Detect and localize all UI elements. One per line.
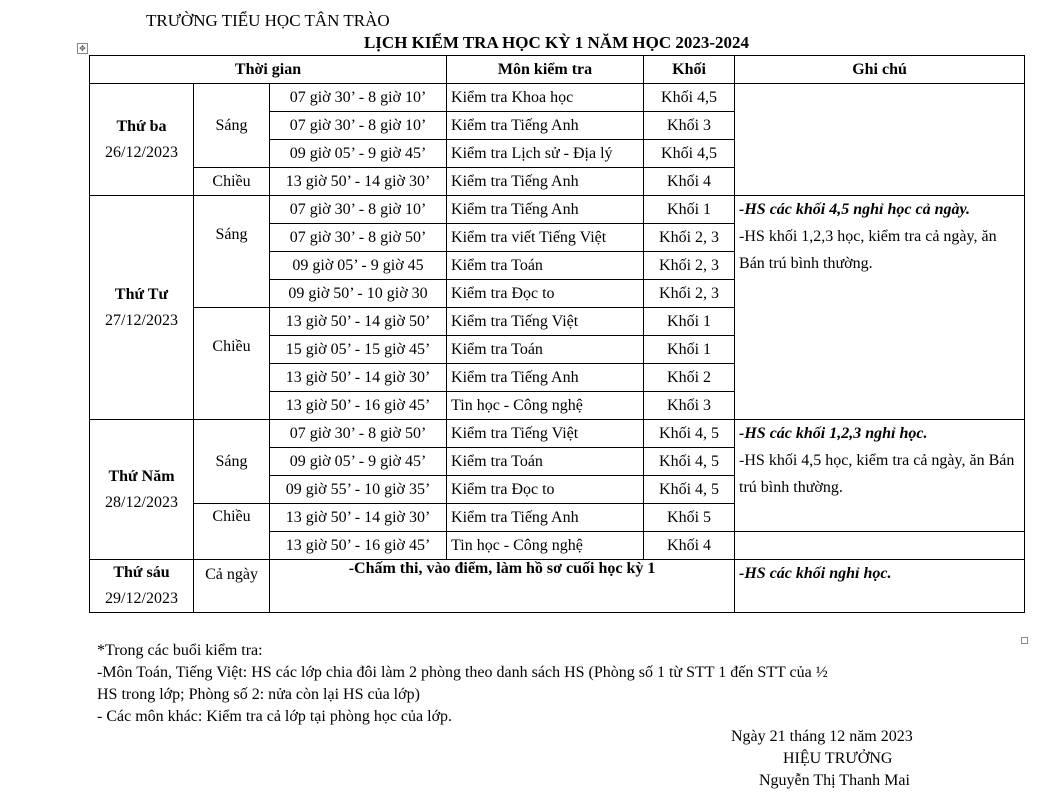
session-cell: Chiều — [194, 308, 270, 420]
time-cell: 07 giờ 30’ - 8 giờ 10’ — [270, 84, 447, 112]
day-name: Thứ Năm — [108, 467, 175, 485]
time-cell: 13 giờ 50’ - 14 giờ 30’ — [270, 504, 447, 532]
day-cell — [90, 196, 194, 420]
grade-cell: Khối 4,5 — [644, 84, 735, 112]
day-cell — [90, 560, 194, 613]
time-cell: 07 giờ 30’ - 8 giờ 10’ — [270, 112, 447, 140]
grade-cell: Khối 4, 5 — [644, 420, 735, 448]
time-cell: 07 giờ 30’ - 8 giờ 50’ — [270, 224, 447, 252]
grade-cell: Khối 2, 3 — [644, 252, 735, 280]
day-name: Thứ Tư — [114, 285, 169, 303]
subject-cell: Tin học - Công nghệ — [447, 532, 644, 560]
header-subject: Môn kiểm tra — [447, 56, 644, 84]
subject-cell: Kiểm tra Toán — [447, 336, 644, 364]
time-cell: 09 giờ 05’ - 9 giờ 45’ — [270, 448, 447, 476]
session-cell: Chiều — [194, 168, 270, 196]
header-time: Thời gian — [90, 56, 447, 84]
time-cell: 09 giờ 55’ - 10 giờ 35’ — [270, 476, 447, 504]
session-cell: Cả ngày — [194, 560, 270, 613]
signature-date: Ngày 21 tháng 12 năm 2023 — [731, 728, 913, 745]
session-cell: Chiều — [194, 504, 270, 560]
activity-cell: -Chấm thi, vào điểm, làm hồ sơ cuối học kỳ 1 — [270, 560, 735, 613]
time-cell: 09 giờ 05’ - 9 giờ 45’ — [270, 140, 447, 168]
table-row — [90, 196, 1025, 224]
grade-cell: Khối 1 — [644, 308, 735, 336]
subject-cell: Kiểm tra Tiếng Việt — [447, 308, 644, 336]
signature-block — [731, 726, 913, 792]
subject-cell: Tin học - Công nghệ — [447, 392, 644, 420]
subject-cell: Kiểm tra Toán — [447, 252, 644, 280]
grade-cell: Khối 5 — [644, 504, 735, 532]
day-date: 26/12/2023 — [105, 143, 178, 161]
table-move-handle-icon[interactable]: ✥ — [77, 43, 88, 54]
footer-notes — [97, 640, 828, 728]
day-cell — [90, 420, 194, 560]
grade-cell: Khối 4, 5 — [644, 448, 735, 476]
time-cell: 09 giờ 05’ - 9 giờ 45 — [270, 252, 447, 280]
subject-cell: Kiểm tra Tiếng Anh — [447, 112, 644, 140]
signature-name: Nguyễn Thị Thanh Mai — [759, 772, 910, 789]
footer-line: -Môn Toán, Tiếng Việt: HS các lớp chia đôi làm 2 phòng theo danh sách HS (Phòng số 1 từ STT 1 đến STT của ½ — [97, 664, 828, 681]
note-bold: -HS các khối 4,5 nghỉ học cả ngày. — [739, 201, 970, 218]
subject-cell: Kiểm tra Khoa học — [447, 84, 644, 112]
grade-cell: Khối 1 — [644, 336, 735, 364]
subject-cell: Kiểm tra Tiếng Việt — [447, 420, 644, 448]
header-note: Ghi chú — [735, 56, 1025, 84]
grade-cell: Khối 2 — [644, 364, 735, 392]
header-grade: Khối — [644, 56, 735, 84]
subject-cell: Kiểm tra Đọc to — [447, 476, 644, 504]
time-cell: 09 giờ 50’ - 10 giờ 30 — [270, 280, 447, 308]
time-cell: 07 giờ 30’ - 8 giờ 10’ — [270, 196, 447, 224]
day-cell — [90, 84, 194, 196]
time-cell: 13 giờ 50’ - 16 giờ 45’ — [270, 532, 447, 560]
table-row — [90, 560, 1025, 613]
note-text: -HS khối 4,5 học, kiểm tra cả ngày, ăn Bán trú bình thường. — [739, 452, 1015, 496]
note-cell — [735, 84, 1025, 196]
note-cell — [735, 420, 1025, 532]
document-title: LỊCH KIỂM TRA HỌC KỲ 1 NĂM HỌC 2023-2024 — [363, 33, 750, 52]
subject-cell: Kiểm tra Tiếng Anh — [447, 364, 644, 392]
table-resize-handle[interactable] — [1021, 637, 1028, 644]
grade-cell: Khối 3 — [644, 112, 735, 140]
grade-cell: Khối 4 — [644, 532, 735, 560]
note-bold: -HS các khối 1,2,3 nghỉ học. — [739, 425, 928, 442]
subject-cell: Kiểm tra Tiếng Anh — [447, 168, 644, 196]
subject-cell: Kiểm tra Toán — [447, 448, 644, 476]
time-cell: 07 giờ 30’ - 8 giờ 50’ — [270, 420, 447, 448]
grade-cell: Khối 3 — [644, 392, 735, 420]
day-name: Thứ sáu — [113, 564, 170, 581]
note-bold: -HS các khối nghỉ học. — [739, 565, 892, 582]
footer-line: HS trong lớp; Phòng số 2: nửa còn lại HS của lớp) — [97, 686, 420, 703]
subject-cell: Kiểm tra Lịch sử - Địa lý — [447, 140, 644, 168]
grade-cell: Khối 4, 5 — [644, 476, 735, 504]
time-cell: 13 giờ 50’ - 14 giờ 30’ — [270, 168, 447, 196]
day-date: 27/12/2023 — [105, 311, 178, 329]
day-date: 29/12/2023 — [105, 590, 178, 607]
grade-cell: Khối 4 — [644, 168, 735, 196]
grade-cell: Khối 4,5 — [644, 140, 735, 168]
subject-cell: Kiểm tra Đọc to — [447, 280, 644, 308]
grade-cell: Khối 1 — [644, 196, 735, 224]
day-date: 28/12/2023 — [105, 493, 178, 511]
session-cell: Sáng — [194, 84, 270, 168]
session-cell: Sáng — [194, 420, 270, 504]
note-cell — [735, 196, 1025, 420]
signature-role: HIỆU TRƯỞNG — [783, 750, 893, 767]
day-name: Thứ ba — [116, 117, 167, 135]
note-cell — [735, 560, 1025, 613]
subject-cell: Kiểm tra Tiếng Anh — [447, 196, 644, 224]
time-cell: 13 giờ 50’ - 14 giờ 30’ — [270, 364, 447, 392]
exam-schedule-table — [89, 55, 1025, 613]
table-row — [90, 84, 1025, 112]
footer-line: *Trong các buổi kiểm tra: — [97, 642, 263, 659]
session-cell: Sáng — [194, 196, 270, 308]
time-cell: 15 giờ 05’ - 15 giờ 45’ — [270, 336, 447, 364]
time-cell: 13 giờ 50’ - 14 giờ 50’ — [270, 308, 447, 336]
subject-cell: Kiểm tra viết Tiếng Việt — [447, 224, 644, 252]
time-cell: 13 giờ 50’ - 16 giờ 45’ — [270, 392, 447, 420]
table-row — [90, 420, 1025, 448]
grade-cell: Khối 2, 3 — [644, 224, 735, 252]
school-name: TRƯỜNG TIỂU HỌC TÂN TRÀO — [146, 11, 390, 30]
footer-line: - Các môn khác: Kiểm tra cả lớp tại phòng học của lớp. — [97, 708, 453, 725]
note-text: -HS khối 1,2,3 học, kiểm tra cả ngày, ăn Bán trú bình thường. — [739, 228, 997, 272]
subject-cell: Kiểm tra Tiếng Anh — [447, 504, 644, 532]
note-cell — [735, 532, 1025, 560]
table-header-row — [90, 56, 1025, 84]
grade-cell: Khối 2, 3 — [644, 280, 735, 308]
